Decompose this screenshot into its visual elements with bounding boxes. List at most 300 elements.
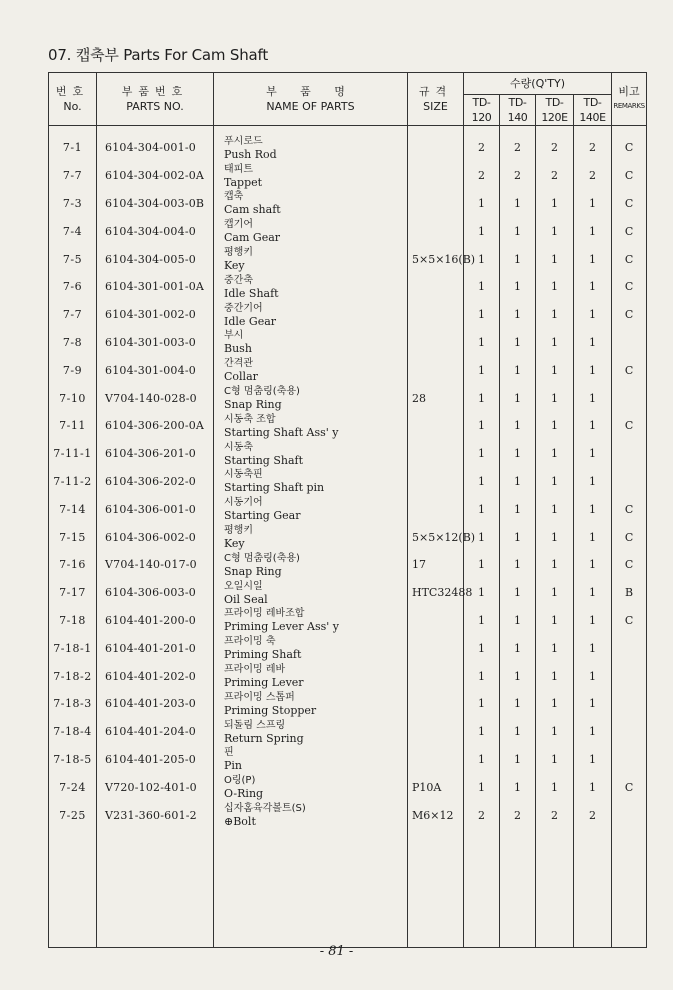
part-name-korean: 시동기어 <box>224 497 263 509</box>
part-name-korean: 캡기어 <box>224 219 253 231</box>
part-name-english: Collar <box>224 370 258 384</box>
part-name-english: Return Spring <box>224 731 304 745</box>
part-name <box>214 329 408 357</box>
part-size <box>408 746 464 774</box>
part-name-english: Priming Lever Ass' y <box>224 620 340 634</box>
qty-value: 1 <box>574 440 612 468</box>
qty-value: 1 <box>500 245 536 273</box>
table-row <box>49 495 647 523</box>
table-row <box>49 579 647 607</box>
part-name-korean: 중간축 <box>224 274 253 286</box>
part-number: 6104-401-200-0 <box>97 607 214 635</box>
part-name <box>214 245 408 273</box>
parts-table <box>48 72 647 948</box>
part-name-korean: 시동축 조합 <box>224 413 276 425</box>
part-name <box>214 607 408 635</box>
part-name <box>214 495 408 523</box>
part-name-korean: 핀 <box>224 747 234 759</box>
part-number: 6104-306-001-0 <box>97 495 214 523</box>
qty-value: 1 <box>536 384 574 412</box>
qty-value: 1 <box>574 384 612 412</box>
part-name <box>214 440 408 468</box>
qty-value: 1 <box>464 217 500 245</box>
qty-value: 2 <box>464 162 500 190</box>
qty-value: 2 <box>464 801 500 829</box>
part-name <box>214 551 408 579</box>
header-size: 규격 SIZE <box>408 73 464 126</box>
part-name <box>214 190 408 218</box>
qty-value: 1 <box>574 217 612 245</box>
part-name-korean: O링(P) <box>224 775 256 787</box>
part-name-korean: 평행키 <box>224 525 253 537</box>
table-row <box>49 718 647 746</box>
remark: C <box>612 356 647 384</box>
qty-value: 1 <box>500 662 536 690</box>
table-row <box>49 190 647 218</box>
part-number: 6104-306-002-0 <box>97 523 214 551</box>
part-name-english: Priming Shaft <box>224 648 302 662</box>
part-number: 6104-401-202-0 <box>97 662 214 690</box>
part-name-korean: 십자홈육각볼트(S) <box>224 803 306 815</box>
part-name-english: Bush <box>224 342 252 356</box>
qty-value: 1 <box>536 356 574 384</box>
part-name <box>214 468 408 496</box>
part-name <box>214 356 408 384</box>
qty-value: 1 <box>574 523 612 551</box>
part-size <box>408 412 464 440</box>
remark <box>612 718 647 746</box>
qty-value: 1 <box>464 412 500 440</box>
ref-number: 7-16 <box>49 551 97 579</box>
qty-value: 1 <box>574 468 612 496</box>
part-size <box>408 607 464 635</box>
remark: C <box>612 495 647 523</box>
qty-value: 1 <box>574 273 612 301</box>
qty-value: 1 <box>464 551 500 579</box>
qty-value: 1 <box>574 356 612 384</box>
part-number: 6104-301-003-0 <box>97 329 214 357</box>
part-number: 6104-301-004-0 <box>97 356 214 384</box>
part-name <box>214 273 408 301</box>
page-number: - 81 - <box>319 944 354 959</box>
part-name-korean: 되돌림 스프링 <box>224 719 286 731</box>
part-number: 6104-306-202-0 <box>97 468 214 496</box>
part-name-english: Priming Stopper <box>224 703 317 717</box>
remark: C <box>612 412 647 440</box>
part-size <box>408 134 464 162</box>
table-row <box>49 746 647 774</box>
qty-value: 1 <box>536 579 574 607</box>
qty-value: 1 <box>464 690 500 718</box>
qty-value: 1 <box>500 579 536 607</box>
qty-value: 1 <box>574 634 612 662</box>
ref-number: 7-18-4 <box>49 718 97 746</box>
part-number: 6104-401-205-0 <box>97 746 214 774</box>
part-name-english: O-Ring <box>224 787 264 801</box>
part-name-english: Snap Ring <box>224 398 282 412</box>
table-row <box>49 412 647 440</box>
qty-value: 1 <box>500 773 536 801</box>
part-size <box>408 356 464 384</box>
part-name-korean: 프라이밍 레바조합 <box>224 608 305 620</box>
part-name <box>214 217 408 245</box>
header-name-of-parts: 부 품 명 NAME OF PARTS <box>214 73 408 126</box>
qty-value: 1 <box>536 634 574 662</box>
qty-value: 1 <box>574 746 612 774</box>
part-name-english: Priming Lever <box>224 676 304 690</box>
part-name-english: Idle Shaft <box>224 286 279 300</box>
qty-value: 1 <box>500 551 536 579</box>
remark <box>612 801 647 829</box>
part-name <box>214 634 408 662</box>
remark: C <box>612 301 647 329</box>
part-number: 6104-306-201-0 <box>97 440 214 468</box>
ref-number: 7-18-5 <box>49 746 97 774</box>
part-size <box>408 634 464 662</box>
part-name <box>214 746 408 774</box>
qty-value: 1 <box>500 301 536 329</box>
part-name-korean: 푸시로드 <box>224 135 263 147</box>
remark: C <box>612 607 647 635</box>
header-model-td-140e: TD-140E <box>574 95 612 126</box>
qty-value: 1 <box>500 523 536 551</box>
table-row <box>49 523 647 551</box>
remark: B <box>612 579 647 607</box>
remark: C <box>612 190 647 218</box>
ref-number: 7-5 <box>49 245 97 273</box>
part-number: 6104-304-004-0 <box>97 217 214 245</box>
qty-value: 1 <box>464 301 500 329</box>
qty-value: 1 <box>536 551 574 579</box>
part-name-korean: 시동축 <box>224 441 253 453</box>
qty-value: 1 <box>464 579 500 607</box>
part-name <box>214 579 408 607</box>
ref-number: 7-25 <box>49 801 97 829</box>
qty-value: 2 <box>536 162 574 190</box>
part-name-korean: 평행키 <box>224 247 253 259</box>
table-row <box>49 773 647 801</box>
part-number: 6104-304-001-0 <box>97 134 214 162</box>
part-name-korean: 오일시일 <box>224 580 263 592</box>
remark: C <box>612 773 647 801</box>
part-size <box>408 690 464 718</box>
qty-value: 1 <box>464 273 500 301</box>
qty-value: 1 <box>500 356 536 384</box>
table-row <box>49 551 647 579</box>
qty-value: 1 <box>500 746 536 774</box>
ref-number: 7-4 <box>49 217 97 245</box>
qty-value: 1 <box>574 190 612 218</box>
part-number: 6104-304-005-0 <box>97 245 214 273</box>
header-model-td-120: TD-120 <box>464 95 500 126</box>
part-name <box>214 134 408 162</box>
ref-number: 7-11 <box>49 412 97 440</box>
qty-value: 1 <box>536 245 574 273</box>
table-row <box>49 329 647 357</box>
qty-value: 1 <box>536 412 574 440</box>
qty-value: 1 <box>536 746 574 774</box>
table-row <box>49 134 647 162</box>
qty-value: 1 <box>536 190 574 218</box>
part-name <box>214 523 408 551</box>
qty-value: 1 <box>536 468 574 496</box>
part-size: 28 <box>408 384 464 412</box>
qty-value: 1 <box>574 245 612 273</box>
ref-number: 7-9 <box>49 356 97 384</box>
qty-value: 1 <box>536 273 574 301</box>
table-row <box>49 301 647 329</box>
table-row <box>49 801 647 829</box>
part-name <box>214 718 408 746</box>
part-name-english: Starting Shaft Ass' y <box>224 425 339 439</box>
qty-value: 1 <box>536 773 574 801</box>
part-name-english: Cam shaft <box>224 203 281 217</box>
part-number: 6104-306-200-0A <box>97 412 214 440</box>
remark <box>612 384 647 412</box>
qty-value: 1 <box>500 384 536 412</box>
part-name <box>214 801 408 829</box>
qty-value: 1 <box>464 634 500 662</box>
part-name-english: Starting Gear <box>224 509 301 523</box>
part-name <box>214 773 408 801</box>
part-size <box>408 718 464 746</box>
ref-number: 7-3 <box>49 190 97 218</box>
qty-value: 1 <box>574 773 612 801</box>
part-number: 6104-301-001-0A <box>97 273 214 301</box>
qty-value: 1 <box>464 746 500 774</box>
qty-value: 1 <box>574 690 612 718</box>
qty-value: 2 <box>500 801 536 829</box>
part-size <box>408 495 464 523</box>
part-name <box>214 662 408 690</box>
ref-number: 7-14 <box>49 495 97 523</box>
qty-value: 1 <box>574 579 612 607</box>
ref-number: 7-10 <box>49 384 97 412</box>
table-row <box>49 384 647 412</box>
table-row <box>49 440 647 468</box>
part-name <box>214 384 408 412</box>
header-qty: 수량(Q'TY) <box>464 73 612 95</box>
part-name-korean: 중간기어 <box>224 302 263 314</box>
qty-value: 1 <box>536 607 574 635</box>
qty-value: 1 <box>500 607 536 635</box>
part-name-english: Oil Seal <box>224 592 268 606</box>
header-remarks: 비고 REMARKS <box>612 73 647 126</box>
ref-number: 7-24 <box>49 773 97 801</box>
qty-value: 1 <box>536 301 574 329</box>
table-row <box>49 662 647 690</box>
part-name-english: Key <box>224 259 245 273</box>
part-name-korean: 캡축 <box>224 191 244 203</box>
ref-number: 7-17 <box>49 579 97 607</box>
ref-number: 7-7 <box>49 301 97 329</box>
qty-value: 2 <box>574 162 612 190</box>
qty-value: 1 <box>464 523 500 551</box>
part-number: 6104-304-002-0A <box>97 162 214 190</box>
qty-value: 1 <box>464 190 500 218</box>
remark: C <box>612 551 647 579</box>
qty-value: 1 <box>574 607 612 635</box>
header-no: 번호 No. <box>49 73 97 126</box>
part-name-korean: 시동축핀 <box>224 469 263 481</box>
qty-value: 1 <box>464 329 500 357</box>
part-size <box>408 217 464 245</box>
ref-number: 7-15 <box>49 523 97 551</box>
qty-value: 1 <box>500 690 536 718</box>
header-parts-no: 부품번호 PARTS NO. <box>97 73 214 126</box>
remark <box>612 634 647 662</box>
table-row <box>49 245 647 273</box>
part-number: 6104-401-203-0 <box>97 690 214 718</box>
qty-value: 1 <box>500 190 536 218</box>
part-name-korean: 프라이밍 스톱퍼 <box>224 691 295 703</box>
table-row <box>49 273 647 301</box>
qty-value: 1 <box>464 718 500 746</box>
remark <box>612 329 647 357</box>
part-size <box>408 162 464 190</box>
qty-value: 1 <box>464 662 500 690</box>
qty-value: 1 <box>500 273 536 301</box>
remark: C <box>612 162 647 190</box>
part-name-english: Cam Gear <box>224 231 281 245</box>
qty-value: 1 <box>500 468 536 496</box>
part-name-english: ⊕Bolt <box>224 815 256 829</box>
table-row <box>49 356 647 384</box>
qty-value: 2 <box>536 134 574 162</box>
part-size <box>408 273 464 301</box>
qty-value: 1 <box>574 412 612 440</box>
remark: C <box>612 217 647 245</box>
part-size: 17 <box>408 551 464 579</box>
part-number: 6104-304-003-0B <box>97 190 214 218</box>
qty-value: 2 <box>500 134 536 162</box>
ref-number: 7-6 <box>49 273 97 301</box>
qty-value: 1 <box>464 773 500 801</box>
remark <box>612 468 647 496</box>
part-size <box>408 662 464 690</box>
qty-value: 1 <box>536 523 574 551</box>
qty-value: 1 <box>574 301 612 329</box>
qty-value: 1 <box>500 412 536 440</box>
ref-number: 7-18-2 <box>49 662 97 690</box>
part-name-korean: 부시 <box>224 330 244 342</box>
part-number: 6104-306-003-0 <box>97 579 214 607</box>
qty-value: 1 <box>536 329 574 357</box>
remark <box>612 440 647 468</box>
qty-value: 1 <box>500 718 536 746</box>
part-name <box>214 162 408 190</box>
part-name <box>214 301 408 329</box>
part-name-korean: 프라이밍 레바 <box>224 664 286 676</box>
header-model-td-120e: TD-120E <box>536 95 574 126</box>
ref-number: 7-11-2 <box>49 468 97 496</box>
part-number: V720-102-401-0 <box>97 773 214 801</box>
qty-value: 2 <box>500 162 536 190</box>
part-size: P10A <box>408 773 464 801</box>
remark <box>612 690 647 718</box>
table-row <box>49 217 647 245</box>
remark <box>612 662 647 690</box>
qty-value: 2 <box>574 801 612 829</box>
qty-value: 1 <box>500 495 536 523</box>
qty-value: 1 <box>464 495 500 523</box>
remark: C <box>612 134 647 162</box>
qty-value: 1 <box>464 245 500 273</box>
qty-value: 1 <box>536 495 574 523</box>
qty-value: 1 <box>536 217 574 245</box>
qty-value: 1 <box>464 440 500 468</box>
qty-value: 1 <box>464 384 500 412</box>
section-title: 07. 캡축부 Parts For Cam Shaft <box>48 46 269 64</box>
part-name-korean: 프라이밍 축 <box>224 636 276 648</box>
part-name-english: Push Rod <box>224 147 277 161</box>
part-name-english: Starting Shaft <box>224 453 304 467</box>
qty-value: 1 <box>500 634 536 662</box>
table-row <box>49 468 647 496</box>
part-number: V704-140-028-0 <box>97 384 214 412</box>
table-row <box>49 162 647 190</box>
part-size <box>408 190 464 218</box>
qty-value: 1 <box>500 329 536 357</box>
qty-value: 1 <box>574 551 612 579</box>
ref-number: 7-7 <box>49 162 97 190</box>
part-name-english: Starting Shaft pin <box>224 481 325 495</box>
part-size <box>408 440 464 468</box>
part-name <box>214 412 408 440</box>
qty-value: 1 <box>574 329 612 357</box>
qty-value: 1 <box>464 468 500 496</box>
qty-value: 1 <box>536 662 574 690</box>
qty-value: 1 <box>574 718 612 746</box>
ref-number: 7-18 <box>49 607 97 635</box>
qty-value: 1 <box>500 217 536 245</box>
part-name-english: Idle Gear <box>224 314 277 328</box>
table-row <box>49 634 647 662</box>
ref-number: 7-18-3 <box>49 690 97 718</box>
ref-number: 7-8 <box>49 329 97 357</box>
remark <box>612 746 647 774</box>
part-size: HTC32488 <box>408 579 464 607</box>
qty-value: 2 <box>574 134 612 162</box>
qty-value: 1 <box>500 440 536 468</box>
header-model-td-140: TD-140 <box>500 95 536 126</box>
part-size <box>408 329 464 357</box>
qty-value: 1 <box>574 495 612 523</box>
part-number: V704-140-017-0 <box>97 551 214 579</box>
remark: C <box>612 273 647 301</box>
part-name-korean: C형 멈춤링(축용) <box>224 386 300 398</box>
part-name-korean: 태피트 <box>224 163 253 175</box>
table-row <box>49 607 647 635</box>
remark: C <box>612 523 647 551</box>
part-number: 6104-401-204-0 <box>97 718 214 746</box>
qty-value: 2 <box>536 801 574 829</box>
remark: C <box>612 245 647 273</box>
qty-value: 1 <box>536 690 574 718</box>
part-name-korean: 간격관 <box>224 358 253 370</box>
qty-value: 2 <box>464 134 500 162</box>
part-name-english: Tappet <box>224 175 263 189</box>
ref-number: 7-11-1 <box>49 440 97 468</box>
part-size: 5×5×12(B) <box>408 523 464 551</box>
table-row <box>49 690 647 718</box>
ref-number: 7-18-1 <box>49 634 97 662</box>
part-name <box>214 690 408 718</box>
qty-value: 1 <box>464 356 500 384</box>
part-size <box>408 468 464 496</box>
part-number: V231-360-601-2 <box>97 801 214 829</box>
part-size: 5×5×16(B) <box>408 245 464 273</box>
